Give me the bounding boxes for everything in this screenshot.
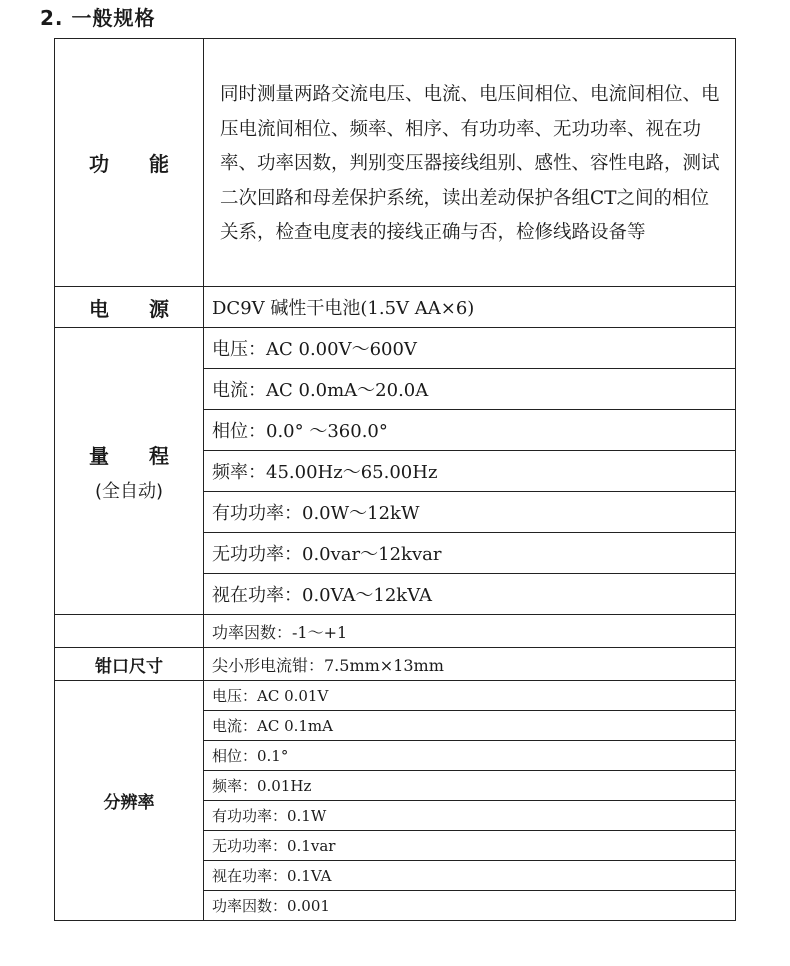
- range-item: 电流：AC 0.0mA～20.0A: [204, 369, 736, 410]
- range-item: 视在功率：0.0VA～12kVA: [204, 574, 736, 615]
- range-item: 频率：45.00Hz～65.00Hz: [204, 451, 736, 492]
- row-label-empty: [55, 615, 204, 648]
- table-row: [55, 39, 736, 287]
- row-label-jaw-size: 钳口尺寸: [55, 648, 204, 681]
- spec-table: [54, 38, 736, 921]
- row-value-function: [204, 39, 736, 287]
- table-row: [55, 287, 736, 328]
- table-row: [55, 681, 736, 711]
- range-item: 无功功率：0.0var～12kvar: [204, 533, 736, 574]
- function-description: 同时测量两路交流电压、电流、电压间相位、电流间相位、电压电流间相位、频率、相序、有功功率、无功功率、视在功率、功率因数，判别变压器接线组别、感性、容性电路，测试二次回路和母差保护系统，读出差动保护各组CT之间的相位关系，检查电度表的接线正确与否，检修线路设备等: [220, 84, 720, 244]
- section-heading: 2. 一般规格: [40, 6, 156, 30]
- resolution-item: 相位：0.1°: [204, 741, 736, 771]
- table-row: [55, 615, 736, 648]
- resolution-item: 电压：AC 0.01V: [204, 681, 736, 711]
- resolution-item: 有功功率：0.1W: [204, 801, 736, 831]
- range-item: 有功功率：0.0W～12kW: [204, 492, 736, 533]
- row-label-resolution: 分辨率: [55, 681, 204, 921]
- resolution-item: 无功功率：0.1var: [204, 831, 736, 861]
- power-factor-range: 功率因数：-1～+1: [204, 615, 736, 648]
- row-value-jaw-size: 尖小形电流钳：7.5mm×13mm: [204, 648, 736, 681]
- table-row: [55, 328, 736, 369]
- resolution-item: 功率因数：0.001: [204, 891, 736, 921]
- table-row: [55, 648, 736, 681]
- resolution-item: 电流：AC 0.1mA: [204, 711, 736, 741]
- range-item: 电压：AC 0.00V～600V: [204, 328, 736, 369]
- resolution-item: 频率：0.01Hz: [204, 771, 736, 801]
- row-label-range: 量程 (全自动): [55, 328, 204, 615]
- resolution-item: 视在功率：0.1VA: [204, 861, 736, 891]
- range-item: 相位：0.0° ～360.0°: [204, 410, 736, 451]
- row-label-function: 功能: [55, 39, 204, 287]
- row-label-power: 电源: [55, 287, 204, 328]
- row-value-power: DC9V 碱性干电池(1.5V AA×6): [204, 287, 736, 328]
